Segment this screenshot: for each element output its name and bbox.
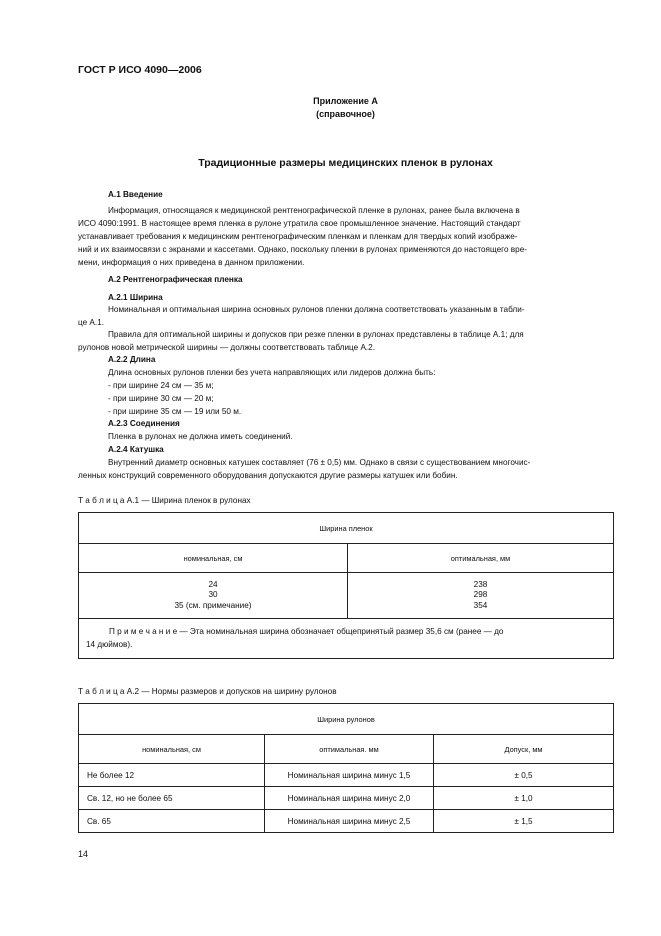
- table1-nominal-cell: [79, 573, 348, 619]
- table1-col-optimal: оптимальная, мм: [348, 544, 614, 573]
- a21-line-4: рулонов новой метрической ширины — должны соответствовать таблице А.2.: [78, 343, 376, 352]
- annex-label: [78, 95, 613, 121]
- table2-optimal: Номинальная ширина минус 2,5: [265, 810, 434, 833]
- a1-line-1: Информация, относящаяся к медицинской рентгенографической пленке в рулонах, ранее была включена в: [108, 206, 520, 215]
- table2-col-optimal: оптимальная. мм: [265, 735, 434, 764]
- a23-line-1: Пленка в рулонах не должна иметь соединений.: [108, 432, 293, 441]
- table1-note-text: — Эта номинальная ширина обозначает общепринятый размер 35,6 см (ранее — до: [177, 627, 504, 636]
- a22-line-3: - при ширине 30 см — 20 м;: [108, 394, 214, 403]
- table-a2: [78, 703, 614, 833]
- table2-caption-text: А.2 — Нормы размеров и допусков на ширину рулонов: [124, 687, 337, 696]
- table2-nominal: Не более 12: [79, 764, 265, 787]
- table2-optimal: Номинальная ширина минус 2,0: [265, 787, 434, 810]
- section-a21-heading: А.2.1 Ширина: [108, 293, 163, 302]
- table2-col-tolerance: Допуск, мм: [434, 735, 614, 764]
- table1-optimal-cell: [348, 573, 614, 619]
- table2-tolerance: ± 1,0: [434, 787, 614, 810]
- table-row: [79, 810, 614, 833]
- table1-caption: [78, 495, 251, 508]
- table-a1: [78, 512, 614, 659]
- table2-tolerance: ± 0,5: [434, 764, 614, 787]
- annex-title: Приложение А: [313, 96, 378, 106]
- page-number: 14: [78, 849, 89, 859]
- table1-note: [79, 619, 614, 659]
- a1-line-2: ИСО 4090:1991. В настоящее время пленка в рулоне утратила свое промышленное значение. Настоящий стандарт: [78, 219, 521, 228]
- table2-optimal: Номинальная ширина минус 1,5: [265, 764, 434, 787]
- a21-line-3: Правила для оптимальной ширины и допусков при резке пленки в рулонах представлены в таблице А.1; для: [108, 330, 524, 339]
- table2-col-nominal: номинальная, см: [79, 735, 265, 764]
- a1-line-3: устанавливает требования к медицинским рентгенографическим пленкам и пленкам для твердых копий изображе-: [78, 232, 518, 241]
- table1-note-text-2: 14 дюймов).: [86, 639, 133, 649]
- table1-group-header: Ширина пленок: [79, 513, 614, 544]
- table2-group-header: Ширина рулонов: [79, 704, 614, 735]
- a1-line-4: ний и их взаимосвязи с экранами и кассетами. Однако, поскольку пленки в рулонах применяются до настоящего вре-: [78, 245, 527, 254]
- table1-optimal-2: 298: [473, 590, 488, 600]
- annex-type: (справочное): [316, 109, 375, 119]
- table1-caption-text: А.1 — Ширина пленок в рулонах: [124, 496, 251, 505]
- table1-nominal-2: 30: [208, 590, 218, 600]
- table1-nominal-1: 24: [208, 579, 218, 589]
- table1-nominal-3: 35 (см. примечание): [174, 600, 252, 610]
- table2-tolerance: ± 1,5: [434, 810, 614, 833]
- a22-line-4: - при ширине 35 см — 19 или 50 м.: [108, 407, 242, 416]
- annex-heading: Традиционные размеры медицинских пленок в рулонах: [198, 157, 493, 169]
- table1-optimal-3: 354: [473, 600, 488, 610]
- a21-line-2: це А.1.: [78, 318, 104, 327]
- section-a22-heading: А.2.2 Длина: [108, 355, 156, 364]
- section-a2-heading: А.2 Рентгенографическая пленка: [108, 275, 243, 284]
- table-row: [79, 764, 614, 787]
- a1-line-5: мени, информация о них приведена в данном приложении.: [78, 258, 305, 267]
- table1-note-label: П р и м е ч а н и е: [109, 627, 178, 636]
- table1-optimal-1: 238: [473, 579, 488, 589]
- a24-line-2: ленных конструкций современного оборудования допускаются другие размеры катушек или бобин.: [78, 471, 458, 480]
- section-a23-heading: А.2.3 Соединения: [108, 419, 180, 428]
- table1-col-nominal: номинальная, см: [79, 544, 348, 573]
- a22-line-2: - при ширине 24 см — 35 м;: [108, 381, 214, 390]
- a24-line-1: Внутренний диаметр основных катушек составляет (76 ± 0,5) мм. Однако в связи с существованием многочис-: [108, 458, 531, 467]
- section-a24-heading: А.2.4 Катушка: [108, 445, 164, 454]
- table2-caption-prefix: Т а б л и ц а: [78, 687, 125, 696]
- document-header: ГОСТ Р ИСО 4090—2006: [78, 64, 202, 76]
- a22-line-1: Длина основных рулонов пленки без учета направляющих или лидеров должна быть:: [108, 368, 436, 377]
- table2-nominal: Св. 65: [79, 810, 265, 833]
- a21-line-1: Номинальная и оптимальная ширина основных рулонов пленки должна соответствовать указанным в табли-: [108, 305, 525, 314]
- table-row: [79, 787, 614, 810]
- table1-caption-prefix: Т а б л и ц а: [78, 496, 125, 505]
- table2-nominal: Св. 12, но не более 65: [79, 787, 265, 810]
- table2-caption: [78, 686, 337, 699]
- section-a1-heading: А.1 Введение: [108, 190, 163, 199]
